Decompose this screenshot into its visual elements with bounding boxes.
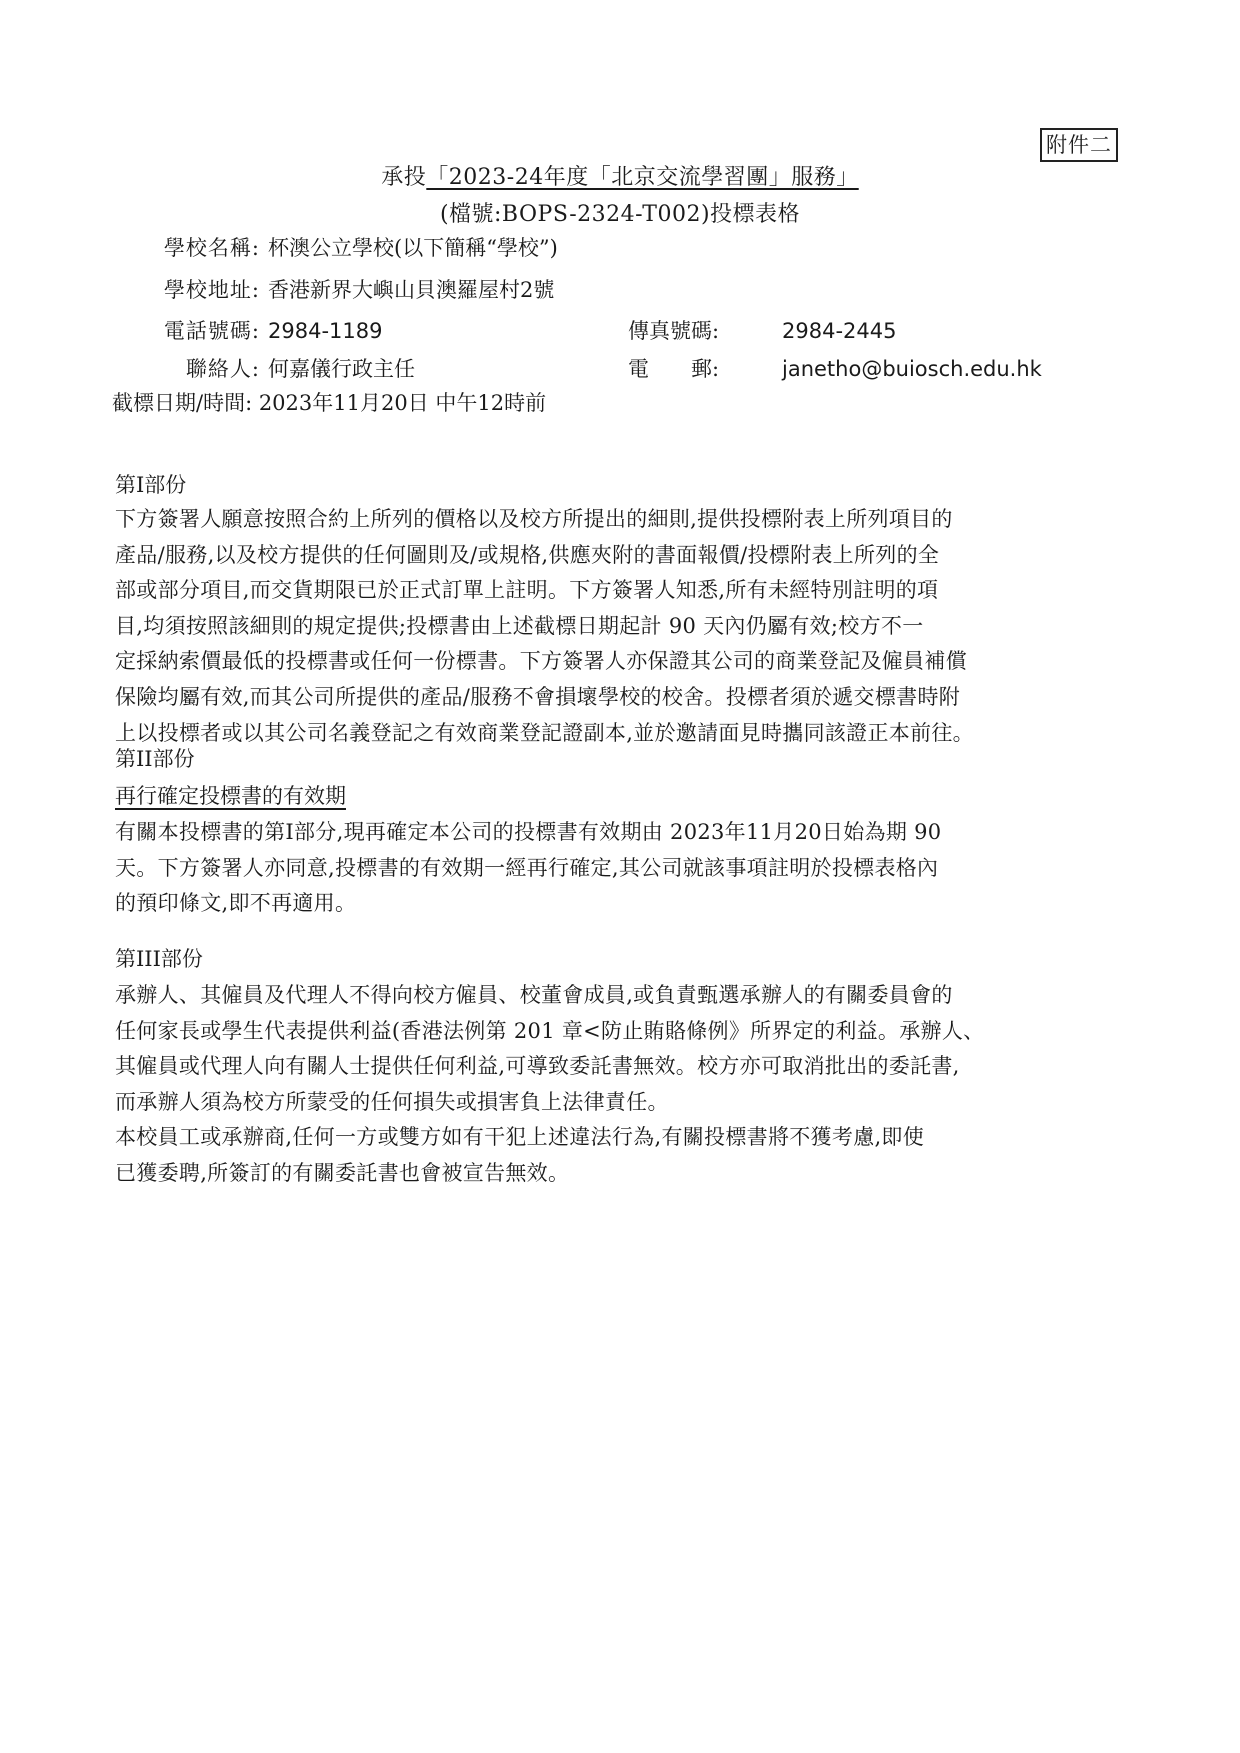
tender-deadline: 截標日期/時間: 2023年11月20日 中午12時前 [112,391,547,415]
part2-line: 有關本投標書的第I部分,現再確定本公司的投標書有效期由 2023年11月20日始為期 90 [115,820,942,844]
title-prefix: 承投 [381,165,427,190]
school-address-label: 學校地址: [163,278,260,302]
part3-body [115,978,1115,1192]
fax-label: 傳真號碼: [628,319,720,343]
part2-subheading: 再行確定投標書的有效期 [115,784,346,808]
part3-line: 已獲委聘,所簽訂的有關委託書也會被宣告無效。 [115,1160,570,1185]
part2-heading: 第II部份 [115,747,195,771]
part1-line: 產品/服務,以及校方提供的任何圖則及/或規格,供應夾附的書面報價/投標附表上所列的全 [115,542,940,567]
email-value: janetho@buiosch.edu.hk [782,357,1042,381]
part1-line: 部或部分項目,而交貨期限已於正式訂單上註明。下方簽署人知悉,所有未經特別註明的項 [115,578,939,603]
school-address-value: 香港新界大嶼山貝澳羅屋村2號 [268,278,555,302]
annex-label: 附件二 [1040,128,1118,162]
phone-label: 電話號碼: [163,319,260,343]
part2-line: 的預印條文,即不再適用。 [115,891,357,916]
email-label: 電 郵: [628,357,720,381]
part3-line: 而承辦人須為校方所蒙受的任何損失或損害負上法律責任。 [115,1089,669,1114]
part1-body [115,502,1115,751]
school-name-value: 杯澳公立學校(以下簡稱“學校”) [268,236,558,260]
fax-value: 2984-2445 [782,319,897,343]
part3-line: 承辦人、其僱員及代理人不得向校方僱員、校董會成員,或負責甄選承辦人的有關委員會的 [115,983,953,1007]
part1-line: 上以投標者或以其公司名義登記之有效商業登記證副本,並於邀請面見時攜同該證正本前往。 [115,720,974,745]
contact-value: 何嘉儀行政主任 [268,357,415,381]
part1-line: 下方簽署人願意按照合約上所列的價格以及校方所提出的細則,提供投標附表上所列項目的 [115,507,953,531]
document-title [0,163,1240,193]
part3-line: 本校員工或承辦商,任何一方或雙方如有干犯上述違法行為,有關投標書將不獲考慮,即使 [115,1125,925,1150]
document-reference: (檔號:BOPS-2324-T002)投標表格 [439,202,801,227]
phone-value: 2984-1189 [268,319,383,343]
school-name-label: 學校名稱: [163,236,260,260]
part3-line: 其僱員或代理人向有關人士提供任何利益,可導致委託書無效。校方亦可取消批出的委託書, [115,1054,960,1079]
part1-line: 保險均屬有效,而其公司所提供的產品/服務不會損壞學校的校舍。投標者須於遞交標書時附 [115,684,961,709]
contact-label: 聯絡人: [185,357,260,381]
part3-line: 任何家長或學生代表提供利益(香港法例第 201 章<防止賄賂條例》所界定的利益。承辦人、 [115,1018,985,1043]
part3-heading: 第III部份 [115,947,203,971]
part2-body [115,815,1115,922]
part1-heading: 第I部份 [115,473,187,497]
part1-line: 目,均須按照該細則的規定提供;投標書由上述截標日期起計 90 天內仍屬有效;校方不一 [115,613,924,638]
part1-line: 定採納索價最低的投標書或任何一份標書。下方簽署人亦保證其公司的商業登記及僱員補償 [115,649,967,674]
part2-line: 天。下方簽署人亦同意,投標書的有效期一經再行確定,其公司就該事項註明於投標表格內 [115,855,939,880]
title-service-name: 「2023-24年度「北京交流學習團」服務」 [426,165,859,190]
